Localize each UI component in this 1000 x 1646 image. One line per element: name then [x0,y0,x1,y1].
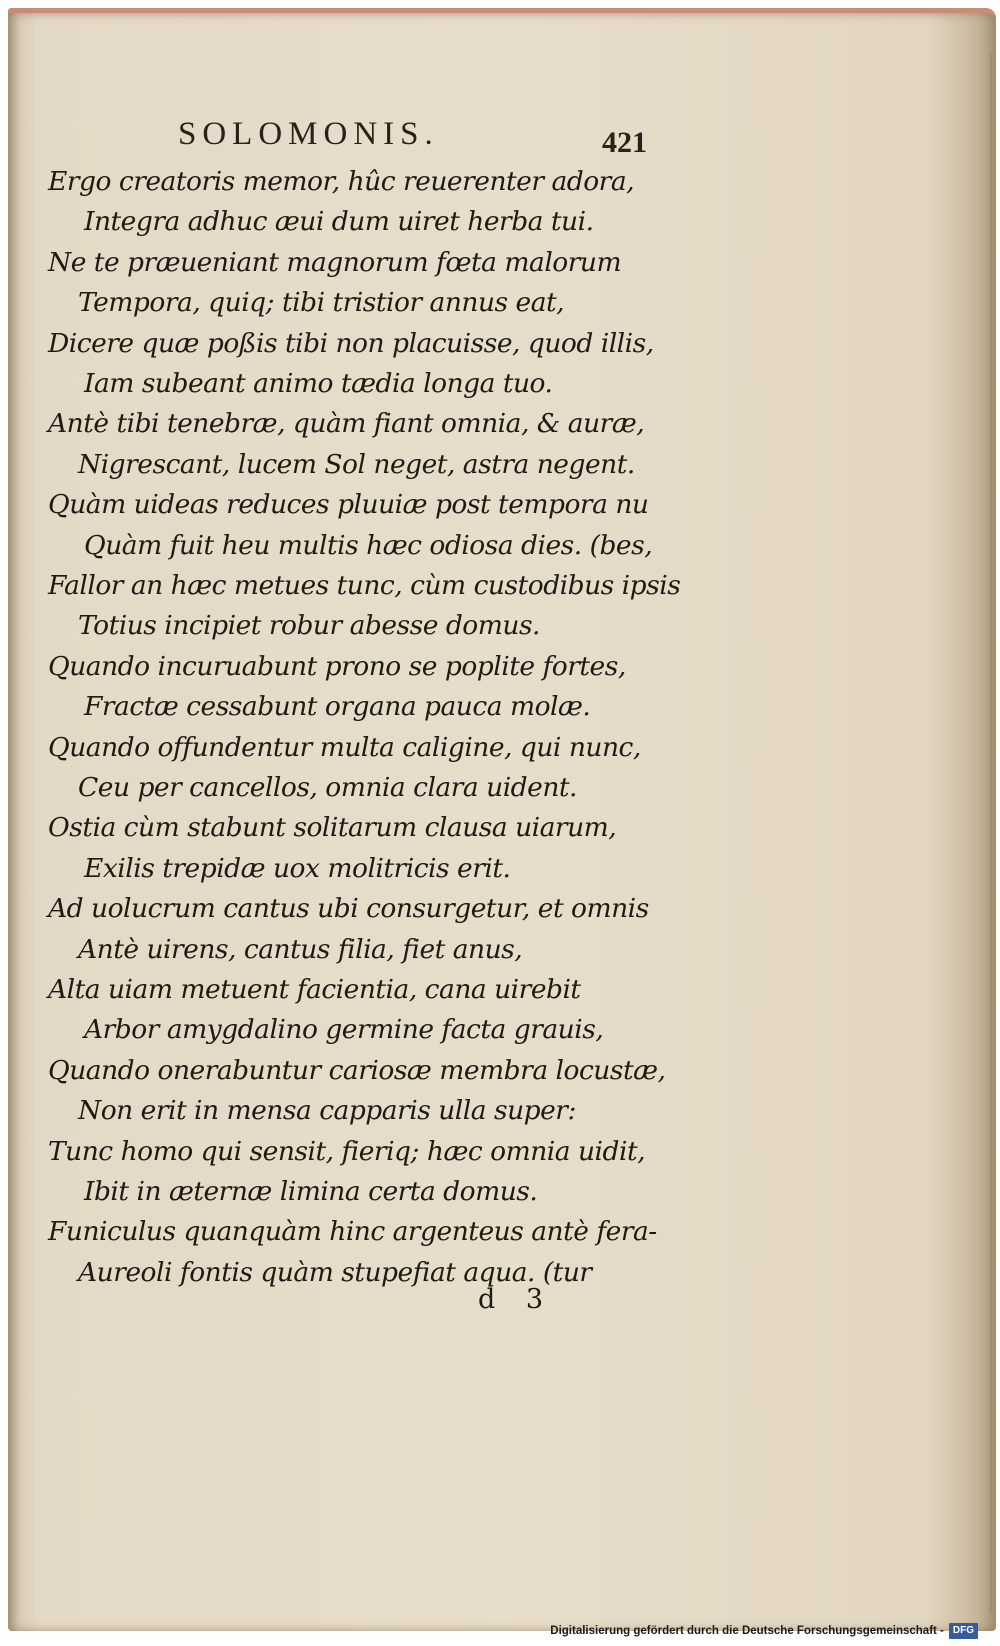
verse-line: Fractæ cessabunt organa pauca molæ. [84,691,591,722]
verse-line: Quando offundentur multa caligine, qui nunc, [48,732,641,763]
footer-credit-text: Digitalisierung gefördert durch die Deutsche Forschungsgemeinschaft - [550,1625,944,1637]
verse-line: Quando incuruabunt prono se poplite fortes, [48,651,626,682]
verse-line: Tempora, quiq; tibi tristior annus eat, [78,287,565,318]
verse-line: Tunc homo qui sensit, fieriq; hæc omnia uidit, [48,1136,646,1167]
verse-line: Ad uolucrum cantus ubi consurgetur, et omnis [48,893,649,924]
verse-line: Antè tibi tenebræ, quàm fiant omnia, & auræ, [48,408,645,439]
verse-line: Aureoli fontis quàm stupefiat aqua. (tur [78,1257,592,1288]
verse-line: Ibit in æternæ limina certa domus. [84,1176,538,1207]
verse-line: Arbor amygdalino germine facta grauis, [84,1014,604,1045]
verse-line: Alta uiam metuent facientia, cana uirebit [48,974,581,1005]
verse-line: Quàm fuit heu multis hæc odiosa dies. (bes, [84,530,653,561]
verse-line: Nigrescant, lucem Sol neget, astra negent. [78,449,635,480]
digitization-footer [550,1622,978,1640]
signature-mark: d 3 [478,1284,544,1315]
verse-line: Antè uirens, cantus filia, fiet anus, [78,934,523,965]
verse-line: Integra adhuc æui dum uiret herba tui. [84,206,594,237]
verse-line: Ergo creatoris memor, hûc reuerenter adora, [48,166,635,197]
dfg-logo[interactable]: DFG [949,1623,978,1639]
page-number: 421 [602,126,647,159]
page-edge-shadow [973,53,992,1613]
verse-line: Funiculus quanquàm hinc argenteus antè fera- [48,1216,657,1247]
verse-line: Dicere quæ poßis tibi non placuisse, quod illis, [48,328,654,359]
verse-line: Ceu per cancellos, omnia clara uident. [78,772,577,803]
verse-line: Quàm uideas reduces pluuiæ post tempora nu [48,489,649,520]
verse-line: Quando onerabuntur cariosæ membra locustæ, [48,1055,666,1086]
verse-line: Exilis trepidæ uox molitricis erit. [84,853,511,884]
verse-line: Ne te præueniant magnorum fœta malorum [48,247,622,278]
verse-line: Non erit in mensa capparis ulla super: [78,1095,576,1126]
verse-line: Fallor an hæc metues tunc, cùm custodibus ipsis [48,570,681,601]
verse-line: Ostia cùm stabunt solitarum clausa uiarum, [48,812,617,843]
verse-line: Totius incipiet robur abesse domus. [78,610,540,641]
verse-line: Iam subeant animo tædia longa tuo. [84,368,553,399]
running-title: SOLOMONIS. [178,116,439,152]
